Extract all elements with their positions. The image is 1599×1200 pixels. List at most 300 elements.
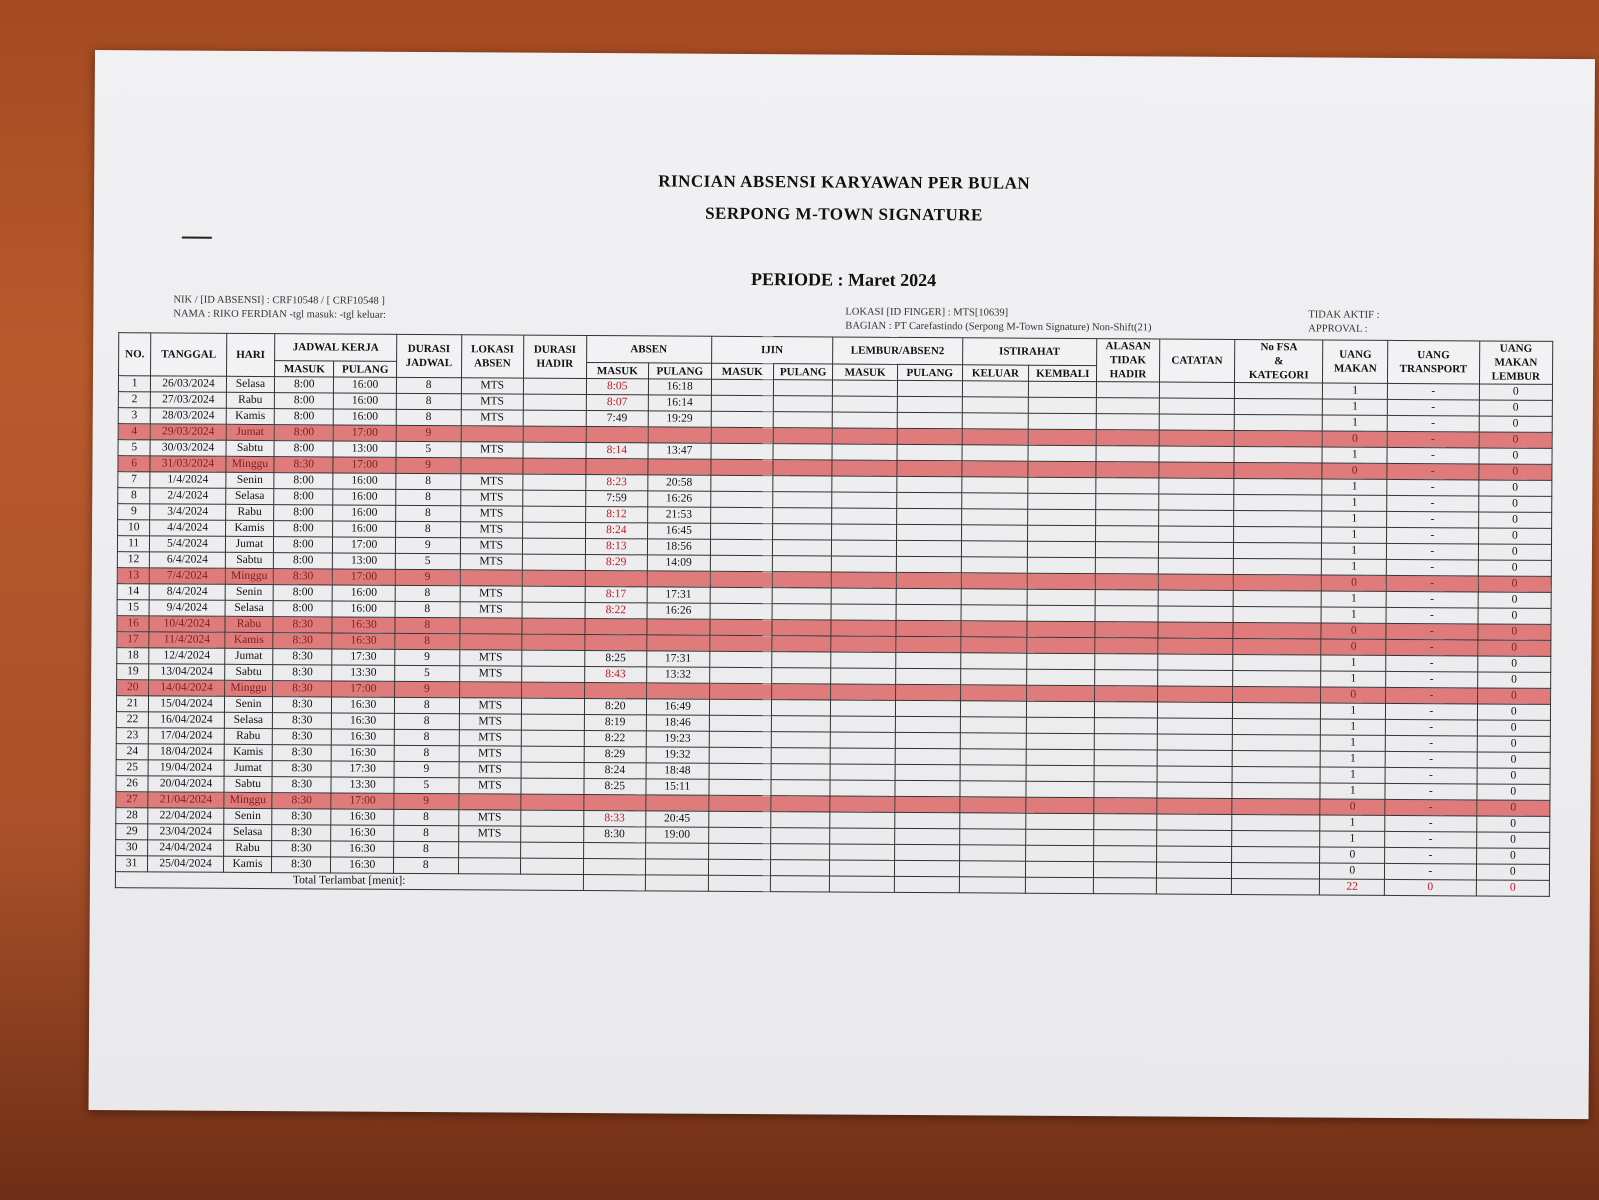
row-tanggal: 21/04/2024 — [148, 792, 224, 808]
empty-cell — [960, 701, 1027, 717]
row-lokasi-absen — [459, 634, 522, 650]
col-jadwal-pulang: PULANG — [334, 361, 397, 377]
empty-cell — [895, 700, 960, 716]
row-uang-transport: - — [1387, 431, 1479, 448]
empty-cell — [1029, 397, 1097, 413]
empty-cell — [897, 444, 962, 460]
row-absen-pulang: 15:11 — [646, 779, 709, 795]
empty-cell — [521, 730, 584, 746]
empty-cell — [1234, 430, 1322, 447]
row-jadwal-masuk: 8:30 — [273, 649, 332, 665]
row-jadwal-masuk: 8:00 — [274, 537, 333, 553]
row-tanggal: 9/4/2024 — [149, 600, 225, 616]
empty-cell — [522, 602, 585, 618]
empty-cell — [832, 412, 897, 428]
row-absen-pulang: 17:31 — [647, 651, 710, 667]
row-uang-makan-lembur: 0 — [1479, 448, 1552, 464]
row-uang-makan-lembur: 0 — [1477, 640, 1550, 656]
empty-cell — [773, 492, 832, 508]
col-uang-makan: UANG MAKAN — [1323, 340, 1388, 383]
empty-cell — [773, 524, 832, 540]
empty-cell — [962, 413, 1029, 429]
row-jadwal-masuk: 8:30 — [273, 713, 332, 729]
row-uang-makan-lembur: 0 — [1476, 816, 1549, 832]
empty-cell — [710, 475, 773, 491]
empty-cell — [1096, 542, 1159, 558]
row-uang-makan-lembur: 0 — [1477, 704, 1550, 720]
row-uang-transport: - — [1386, 639, 1478, 656]
row-jadwal-pulang: 16:30 — [331, 841, 394, 857]
empty-cell — [1157, 702, 1233, 718]
row-jadwal-masuk: 8:30 — [274, 457, 333, 473]
empty-cell — [1234, 382, 1322, 399]
empty-cell — [897, 396, 962, 412]
row-tanggal: 13/04/2024 — [149, 664, 225, 680]
empty-cell — [1095, 622, 1158, 638]
empty-cell — [1158, 526, 1234, 542]
empty-cell — [710, 491, 773, 507]
empty-cell — [832, 444, 897, 460]
row-lokasi-absen: MTS — [458, 826, 521, 842]
row-jadwal-pulang: 16:30 — [332, 697, 395, 713]
empty-cell — [711, 395, 774, 411]
row-jadwal-masuk: 8:30 — [272, 841, 331, 857]
row-lokasi-absen: MTS — [461, 378, 524, 394]
row-hari: Selasa — [226, 376, 275, 392]
row-durasi-jadwal: 9 — [395, 649, 460, 665]
col-absen-masuk: MASUK — [586, 363, 649, 379]
attendance-sheet — [89, 50, 1595, 1119]
row-no: 26 — [116, 776, 148, 792]
document-title: RINCIAN ABSENSI KARYAWAN PER BULAN — [658, 171, 1031, 193]
tidak-aktif-label: TIDAK AKTIF : — [1308, 309, 1380, 321]
empty-cell — [1094, 798, 1157, 814]
row-no: 7 — [118, 472, 150, 488]
empty-cell — [711, 379, 774, 395]
empty-cell — [1156, 846, 1232, 862]
empty-cell — [1233, 622, 1321, 639]
empty-cell — [962, 445, 1029, 461]
empty-cell — [772, 636, 831, 652]
row-uang-makan: 1 — [1322, 479, 1387, 495]
row-jadwal-pulang: 17:30 — [332, 649, 395, 665]
empty-cell — [709, 699, 772, 715]
empty-cell — [1027, 653, 1095, 669]
empty-cell — [830, 828, 895, 844]
row-absen-pulang: 16:14 — [648, 395, 711, 411]
row-absen-pulang: 19:29 — [648, 411, 711, 427]
row-jadwal-masuk: 8:30 — [273, 665, 332, 681]
row-no: 10 — [118, 520, 150, 536]
row-durasi-jadwal: 9 — [396, 457, 461, 473]
empty-cell — [1094, 862, 1157, 878]
row-jadwal-masuk: 8:30 — [272, 777, 331, 793]
empty-cell — [1026, 861, 1094, 877]
empty-cell — [1159, 398, 1235, 414]
row-jadwal-masuk: 8:00 — [274, 425, 333, 441]
empty-cell — [1096, 414, 1159, 430]
row-absen-masuk: 8:22 — [585, 603, 648, 619]
row-absen-pulang: 21:53 — [648, 507, 711, 523]
row-jadwal-pulang: 16:30 — [332, 729, 395, 745]
empty-cell — [1157, 654, 1233, 670]
row-absen-masuk — [584, 683, 647, 699]
empty-cell — [1096, 430, 1159, 446]
row-jadwal-pulang: 16:00 — [333, 505, 396, 521]
row-lokasi-absen: MTS — [460, 522, 523, 538]
row-absen-pulang: 18:56 — [647, 539, 710, 555]
row-jadwal-pulang: 16:30 — [331, 809, 394, 825]
row-absen-masuk: 8:12 — [585, 507, 648, 523]
row-jadwal-pulang: 16:00 — [333, 473, 396, 489]
row-durasi-jadwal: 8 — [394, 697, 459, 713]
row-lokasi-absen: MTS — [458, 810, 521, 826]
row-jadwal-pulang: 17:30 — [332, 761, 395, 777]
row-uang-transport: - — [1385, 847, 1477, 864]
row-jadwal-masuk: 8:30 — [272, 857, 331, 873]
empty-cell — [894, 844, 959, 860]
empty-cell — [830, 748, 895, 764]
empty-cell — [959, 813, 1026, 829]
empty-cell — [830, 844, 895, 860]
empty-cell — [1234, 446, 1322, 463]
row-tanggal: 8/4/2024 — [149, 584, 225, 600]
row-durasi-jadwal: 8 — [396, 393, 461, 409]
empty-cell — [1026, 781, 1094, 797]
periode-label: PERIODE : Maret 2024 — [750, 269, 937, 291]
row-uang-transport: - — [1387, 495, 1479, 512]
row-uang-transport: - — [1385, 863, 1477, 880]
row-no: 28 — [116, 808, 148, 824]
row-jadwal-masuk: 8:30 — [272, 825, 331, 841]
empty-cell — [895, 684, 960, 700]
row-hari: Minggu — [226, 456, 275, 472]
row-no: 6 — [118, 456, 150, 472]
empty-cell — [1232, 830, 1320, 847]
row-uang-makan-lembur: 0 — [1478, 592, 1551, 608]
row-jadwal-masuk: 8:30 — [272, 729, 331, 745]
empty-cell — [1233, 638, 1321, 655]
empty-cell — [772, 572, 831, 588]
row-uang-transport: - — [1385, 719, 1477, 736]
row-jadwal-pulang: 16:30 — [332, 633, 395, 649]
row-uang-makan-lembur: 0 — [1476, 800, 1549, 816]
row-lokasi-absen: MTS — [460, 490, 523, 506]
row-hari: Kamis — [225, 520, 274, 536]
empty-cell — [1159, 382, 1235, 398]
row-jadwal-masuk: 8:30 — [273, 617, 332, 633]
empty-cell — [772, 684, 831, 700]
empty-cell — [895, 764, 960, 780]
empty-cell — [959, 781, 1026, 797]
row-tanggal: 30/03/2024 — [150, 440, 226, 456]
empty-cell — [1096, 462, 1159, 478]
row-jadwal-pulang: 16:00 — [333, 521, 396, 537]
empty-cell — [831, 668, 896, 684]
row-jadwal-masuk: 8:00 — [274, 489, 333, 505]
empty-cell — [773, 380, 832, 396]
row-uang-makan: 1 — [1320, 783, 1385, 799]
empty-cell — [830, 860, 895, 876]
empty-cell — [1157, 798, 1233, 814]
row-uang-makan-lembur: 0 — [1478, 608, 1551, 624]
row-absen-pulang: 17:31 — [647, 587, 710, 603]
row-durasi-jadwal: 9 — [395, 537, 460, 553]
row-jadwal-pulang: 17:00 — [332, 681, 395, 697]
empty-cell — [895, 716, 960, 732]
empty-cell — [831, 604, 896, 620]
row-absen-masuk: 8:29 — [585, 555, 648, 571]
row-absen-masuk — [585, 571, 648, 587]
col-fsa: No FSA & KATEGORI — [1235, 339, 1324, 383]
row-durasi-jadwal: 8 — [396, 409, 461, 425]
empty-cell — [833, 396, 898, 412]
row-uang-transport: - — [1385, 799, 1477, 816]
row-absen-masuk — [586, 427, 649, 443]
empty-cell — [830, 796, 895, 812]
row-absen-masuk: 8:20 — [584, 698, 647, 714]
empty-cell — [771, 700, 830, 716]
col-uang-transport: UANG TRANSPORT — [1388, 340, 1480, 384]
empty-cell — [832, 524, 897, 540]
row-jadwal-pulang: 16:30 — [332, 617, 395, 633]
row-uang-makan: 1 — [1322, 495, 1387, 511]
empty-cell — [895, 732, 960, 748]
row-lokasi-absen: MTS — [459, 650, 522, 666]
row-uang-transport: - — [1386, 623, 1478, 640]
row-tanggal: 15/04/2024 — [149, 696, 225, 712]
empty-cell — [1029, 413, 1097, 429]
row-tanggal: 19/04/2024 — [148, 760, 224, 776]
empty-cell — [1157, 718, 1233, 734]
row-tanggal: 27/03/2024 — [151, 392, 227, 408]
empty-cell — [830, 780, 895, 796]
row-uang-makan: 1 — [1321, 735, 1386, 751]
row-tanggal: 18/04/2024 — [148, 744, 224, 760]
empty-cell — [521, 778, 584, 794]
empty-cell — [523, 458, 586, 474]
row-no: 11 — [117, 536, 149, 552]
row-jadwal-pulang: 17:00 — [333, 537, 396, 553]
empty-cell — [832, 508, 897, 524]
empty-cell — [1233, 558, 1321, 575]
empty-cell — [896, 668, 961, 684]
empty-cell — [1027, 669, 1095, 685]
row-lokasi-absen — [460, 458, 523, 474]
empty-cell — [523, 394, 586, 410]
row-uang-makan: 0 — [1321, 639, 1386, 655]
row-uang-makan: 0 — [1321, 623, 1386, 639]
empty-cell — [831, 636, 896, 652]
empty-cell — [832, 492, 897, 508]
row-absen-masuk: 8:30 — [583, 826, 646, 842]
empty-cell — [897, 476, 962, 492]
row-lokasi-absen — [458, 794, 521, 810]
empty-cell — [831, 700, 896, 716]
empty-cell — [771, 780, 830, 796]
row-uang-makan: 1 — [1320, 767, 1385, 783]
row-uang-makan-lembur: 0 — [1478, 480, 1551, 496]
empty-cell — [830, 764, 895, 780]
empty-cell — [1158, 494, 1234, 510]
empty-cell — [831, 684, 896, 700]
row-uang-makan-lembur: 0 — [1476, 848, 1549, 864]
row-uang-transport: - — [1386, 543, 1478, 560]
row-uang-transport: - — [1387, 511, 1479, 528]
empty-cell — [1233, 542, 1321, 559]
row-hari: Sabtu — [224, 664, 273, 680]
row-absen-masuk: 8:25 — [583, 778, 646, 794]
row-lokasi-absen: MTS — [459, 698, 522, 714]
empty-cell — [521, 842, 584, 858]
row-durasi-jadwal: 8 — [395, 617, 460, 633]
empty-cell — [1094, 750, 1157, 766]
empty-cell — [523, 442, 586, 458]
row-durasi-jadwal: 9 — [394, 681, 459, 697]
row-uang-transport: - — [1386, 575, 1478, 592]
lokasi-label: LOKASI [ID FINGER] : MTS[10639] — [845, 306, 1009, 319]
row-uang-makan: 1 — [1321, 671, 1386, 687]
empty-cell — [1026, 845, 1094, 861]
row-jadwal-masuk: 8:00 — [274, 473, 333, 489]
row-hari: Kamis — [225, 632, 274, 648]
empty-cell — [896, 556, 961, 572]
row-hari: Jumat — [224, 760, 273, 776]
empty-cell — [771, 812, 830, 828]
row-absen-pulang: 20:45 — [646, 811, 709, 827]
row-jadwal-pulang: 17:00 — [333, 569, 396, 585]
row-jadwal-pulang: 16:30 — [332, 713, 395, 729]
row-tanggal: 17/04/2024 — [149, 728, 225, 744]
empty-cell — [1095, 590, 1158, 606]
empty-cell — [709, 715, 772, 731]
row-uang-transport: - — [1385, 767, 1477, 784]
row-jadwal-masuk: 8:30 — [272, 793, 331, 809]
row-uang-makan-lembur: 0 — [1477, 736, 1550, 752]
empty-cell — [1027, 605, 1095, 621]
row-lokasi-absen: MTS — [461, 394, 524, 410]
col-lembur-masuk: MASUK — [833, 364, 898, 380]
row-no: 4 — [118, 424, 150, 440]
empty-cell — [710, 459, 773, 475]
row-no: 31 — [115, 856, 147, 872]
row-jadwal-masuk: 8:30 — [272, 745, 331, 761]
row-absen-pulang: 16:18 — [648, 379, 711, 395]
row-uang-makan-lembur: 0 — [1477, 656, 1550, 672]
row-absen-pulang: 19:32 — [646, 747, 709, 763]
empty-cell — [521, 810, 584, 826]
empty-cell — [522, 570, 585, 586]
empty-cell — [1159, 462, 1235, 478]
row-jadwal-pulang: 13:00 — [333, 553, 396, 569]
col-jadwal-kerja: JADWAL KERJA — [275, 334, 397, 362]
row-lokasi-absen: MTS — [459, 666, 522, 682]
empty-cell — [1234, 462, 1322, 479]
row-hari: Senin — [225, 584, 274, 600]
row-tanggal: 29/03/2024 — [150, 424, 226, 440]
empty-cell — [1157, 670, 1233, 686]
empty-cell — [960, 685, 1027, 701]
row-tanggal: 23/04/2024 — [148, 824, 224, 840]
empty-cell — [709, 683, 772, 699]
row-no: 8 — [118, 488, 150, 504]
row-durasi-jadwal: 5 — [395, 665, 460, 681]
empty-cell — [1232, 814, 1320, 831]
row-no: 13 — [117, 568, 149, 584]
empty-cell — [832, 428, 897, 444]
empty-cell — [897, 380, 962, 396]
row-jadwal-pulang: 16:00 — [334, 409, 397, 425]
row-lokasi-absen: MTS — [460, 554, 523, 570]
row-durasi-jadwal: 8 — [396, 473, 461, 489]
row-uang-makan: 1 — [1321, 607, 1386, 623]
row-absen-masuk — [584, 619, 647, 635]
empty-cell — [895, 748, 960, 764]
row-durasi-jadwal: 9 — [396, 425, 461, 441]
row-uang-makan: 1 — [1323, 415, 1388, 431]
row-jadwal-pulang: 17:00 — [331, 793, 394, 809]
row-no: 3 — [118, 408, 150, 424]
empty-cell — [521, 794, 584, 810]
empty-cell — [521, 858, 584, 874]
empty-cell — [896, 524, 961, 540]
row-uang-transport: - — [1385, 815, 1477, 832]
row-uang-makan-lembur: 0 — [1478, 560, 1551, 576]
empty-cell — [961, 493, 1028, 509]
row-absen-pulang — [647, 683, 710, 699]
empty-cell — [710, 523, 773, 539]
empty-cell — [959, 861, 1026, 877]
row-lokasi-absen: MTS — [460, 602, 523, 618]
row-lokasi-absen — [458, 842, 521, 858]
row-jadwal-pulang: 13:00 — [333, 441, 396, 457]
row-uang-transport: - — [1387, 383, 1479, 400]
col-catatan: CATATAN — [1159, 339, 1235, 382]
empty-cell — [772, 588, 831, 604]
empty-cell — [1094, 846, 1157, 862]
empty-cell — [832, 460, 897, 476]
empty-cell — [960, 637, 1027, 653]
row-no: 23 — [116, 728, 148, 744]
col-tanggal: TANGGAL — [151, 333, 227, 376]
row-uang-makan-lembur: 0 — [1478, 496, 1551, 512]
col-istirahat-keluar: KELUAR — [962, 365, 1029, 381]
empty-cell — [1028, 541, 1096, 557]
empty-cell — [1232, 734, 1320, 751]
row-hari: Rabu — [224, 728, 273, 744]
empty-cell — [1026, 765, 1094, 781]
row-hari: Rabu — [226, 392, 275, 408]
empty-cell — [959, 829, 1026, 845]
empty-cell — [1234, 494, 1322, 511]
row-absen-pulang — [647, 571, 710, 587]
row-uang-makan-lembur: 0 — [1479, 400, 1552, 416]
empty-cell — [1233, 654, 1321, 671]
empty-cell — [1095, 718, 1158, 734]
row-absen-masuk — [584, 635, 647, 651]
row-uang-makan-lembur: 0 — [1479, 432, 1552, 448]
empty-cell — [772, 540, 831, 556]
row-uang-transport: - — [1386, 655, 1478, 672]
empty-cell — [1094, 734, 1157, 750]
empty-cell — [1095, 670, 1158, 686]
empty-cell — [831, 652, 896, 668]
row-tanggal: 14/04/2024 — [149, 680, 225, 696]
row-uang-transport: - — [1387, 527, 1479, 544]
empty-cell — [1096, 494, 1159, 510]
row-uang-makan: 1 — [1321, 655, 1386, 671]
empty-cell — [960, 653, 1027, 669]
